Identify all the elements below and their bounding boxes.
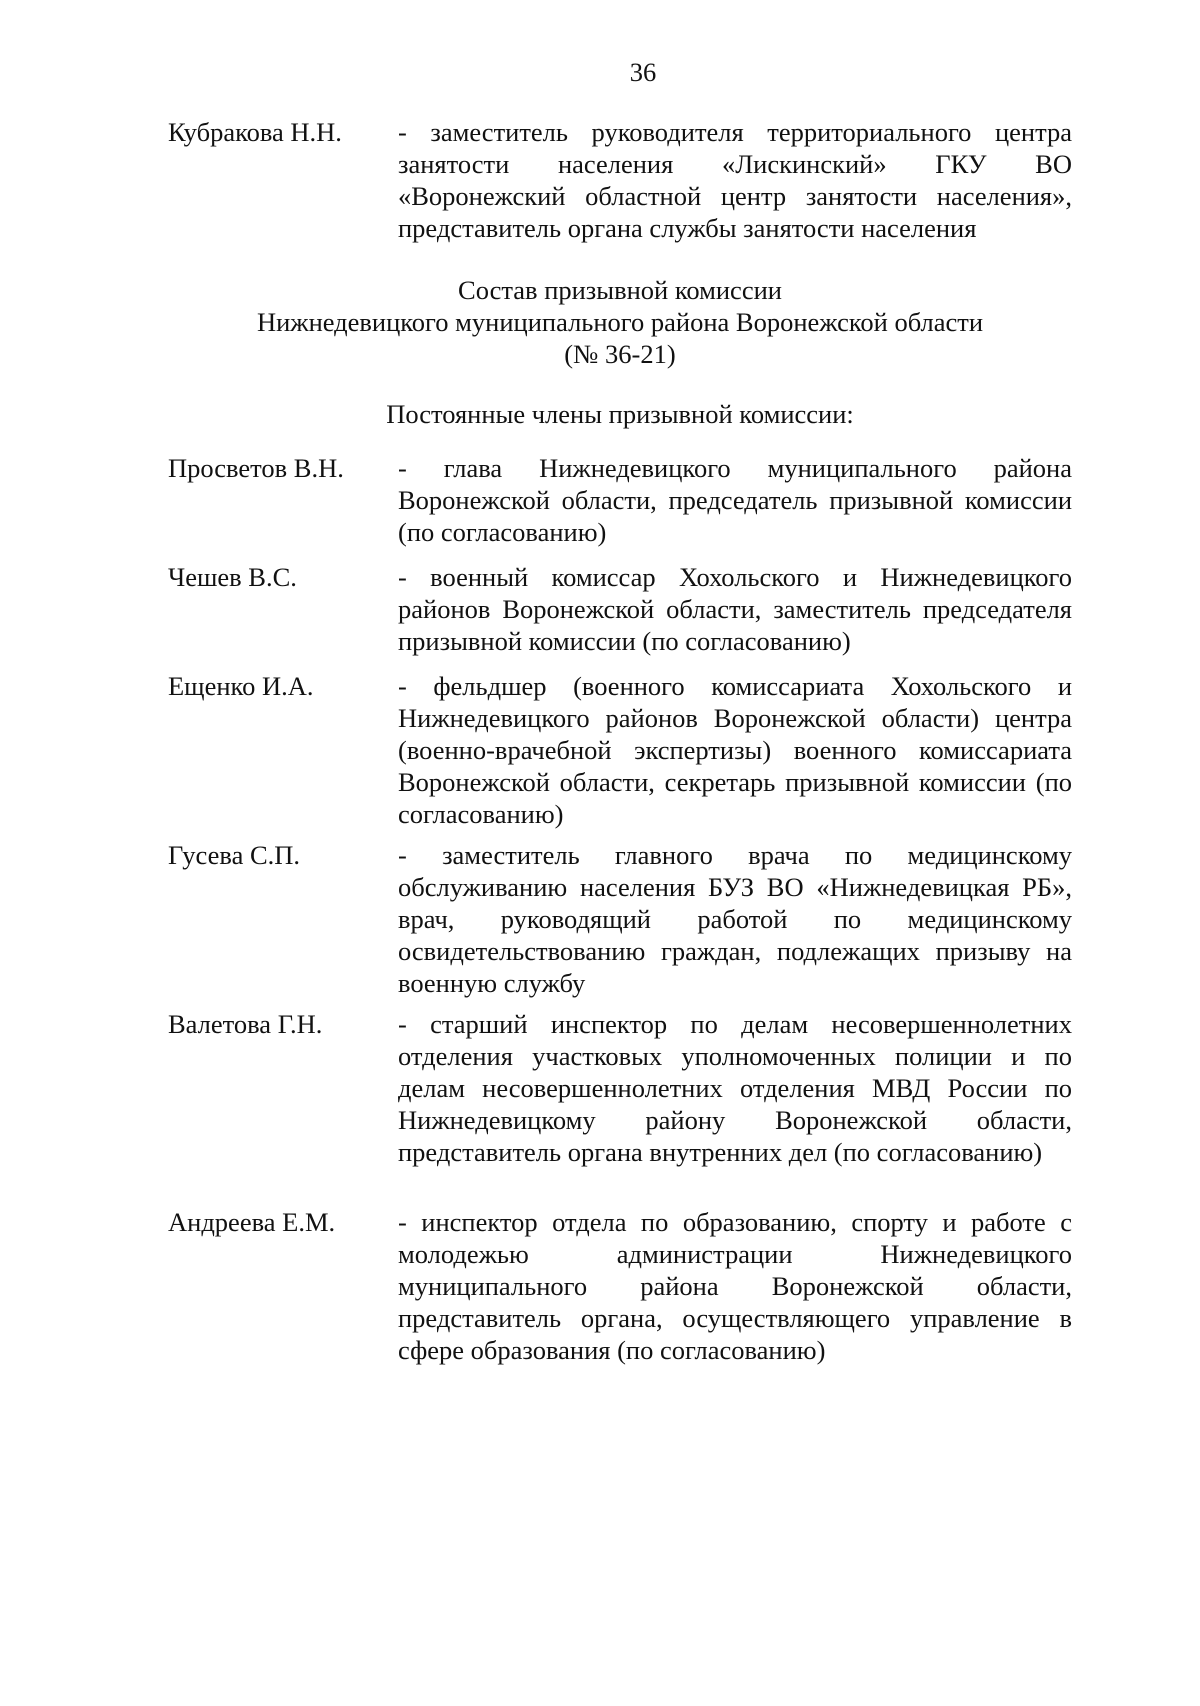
member-description: - глава Нижнедевицкого муниципального района Воронежской области, председатель призывной комиссии (по согласованию) bbox=[398, 453, 1072, 547]
commission-district: Нижнедевицкого муниципального района Воронежской области bbox=[256, 307, 984, 337]
member-entry-kubrakova bbox=[168, 116, 1072, 244]
member-name: Чешев В.С. bbox=[168, 562, 297, 592]
member-name: Кубракова Н.Н. bbox=[168, 117, 342, 147]
member-entry bbox=[168, 1008, 1072, 1168]
member-name: Андреева Е.М. bbox=[168, 1207, 336, 1237]
member-name: Валетова Г.Н. bbox=[168, 1009, 323, 1039]
member-description: - заместитель главного врача по медицинскому обслуживанию населения БУЗ ВО «Нижнедевицкая РБ», врач, руководящий работой по медицинскому освидетельствованию граждан, подлежащих призыву на военную службу bbox=[398, 840, 1072, 998]
commission-number: (№ 36-21) bbox=[564, 339, 676, 369]
member-entry bbox=[168, 1206, 1072, 1366]
member-name: Просветов В.Н. bbox=[168, 453, 344, 483]
member-name: Ещенко И.А. bbox=[168, 671, 314, 701]
permanent-members-heading: Постоянные члены призывной комиссии: bbox=[386, 399, 854, 429]
member-entry bbox=[168, 670, 1072, 830]
commission-title: Состав призывной комиссии bbox=[458, 275, 782, 305]
member-description: - инспектор отдела по образованию, спорту и работе с молодежью администрации Нижнедевицкого муниципального района Воронежской области, представитель органа, осуществляющего управление в сфере образования (по согласованию) bbox=[398, 1207, 1072, 1365]
member-description: - заместитель руководителя территориального центра занятости населения «Лискинский» ГКУ ВО «Воронежский областной центр занятости населения», представитель органа службы занятости населения bbox=[398, 117, 1072, 243]
page-number: 36 bbox=[629, 57, 657, 87]
member-entry bbox=[168, 839, 1072, 999]
member-description: - старший инспектор по делам несовершеннолетних отделения участковых уполномоченных полиции и по делам несовершеннолетних отделения МВД России по Нижнедевицкому району Воронежской области, представитель органа внутренних дел (по согласованию) bbox=[398, 1009, 1072, 1167]
member-description: - военный комиссар Хохольского и Нижнедевицкого районов Воронежской области, заместитель председателя призывной комиссии (по согласованию) bbox=[398, 562, 1072, 656]
member-entry bbox=[168, 452, 1072, 548]
member-name: Гусева С.П. bbox=[168, 840, 301, 870]
member-description: - фельдшер (военного комиссариата Хохольского и Нижнедевицкого районов Воронежской области) центра (военно-врачебной экспертизы) военного комиссариата Воронежской области, секретарь призывной комиссии (по согласованию) bbox=[398, 671, 1072, 829]
member-entry bbox=[168, 561, 1072, 657]
